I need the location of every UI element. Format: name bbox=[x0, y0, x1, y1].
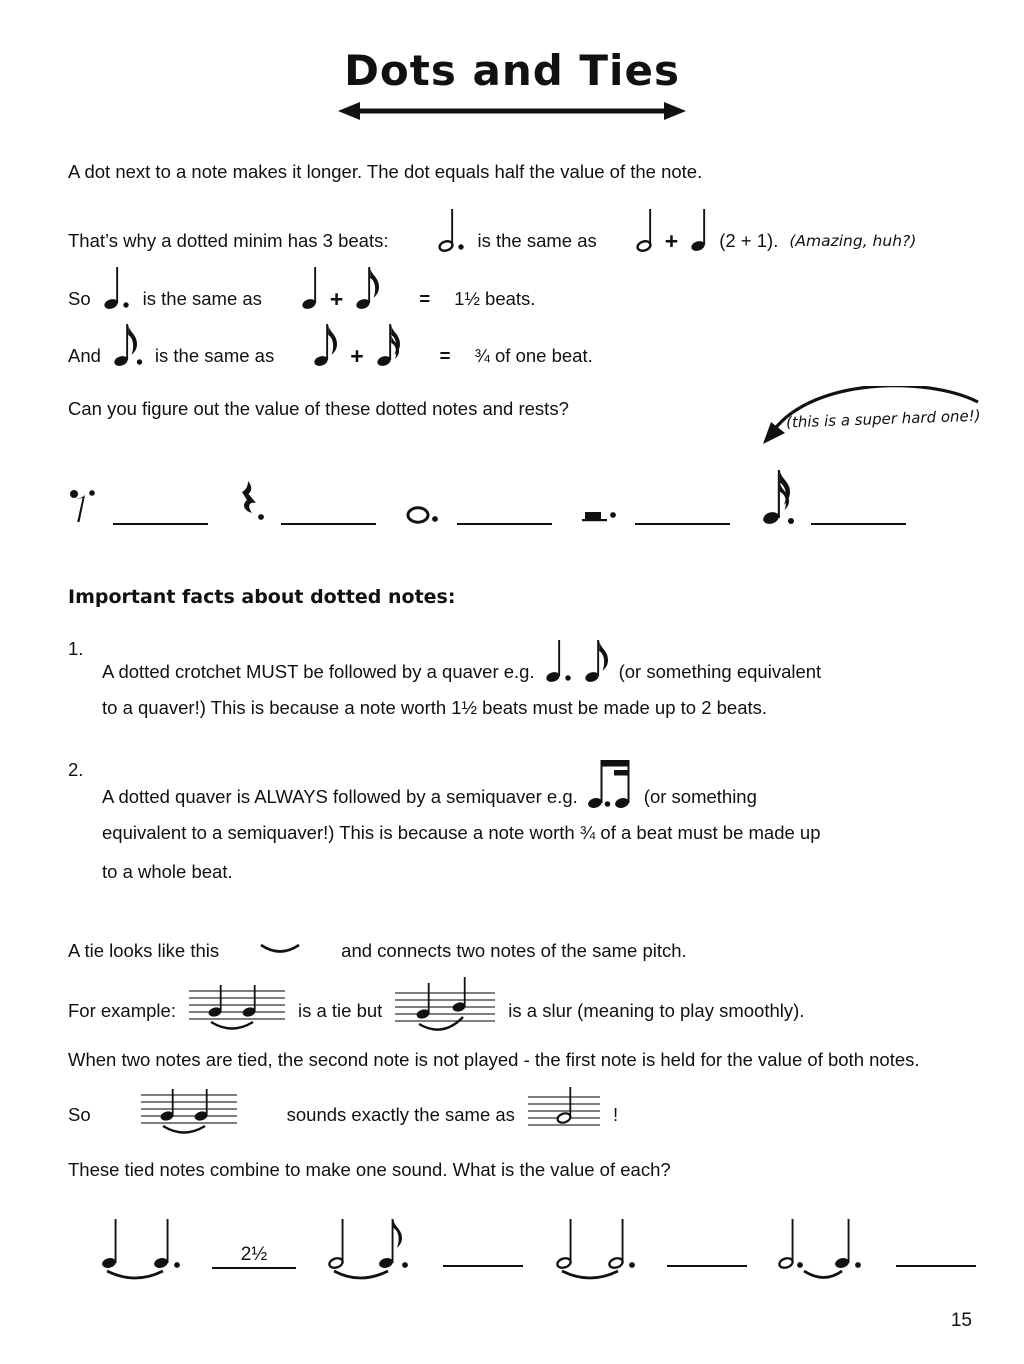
exercise1-prompt: Can you figure out the value of these dotted notes and rests? bbox=[68, 398, 569, 419]
exercise2-prompt: These tied notes combine to make one sound. What is the value of each? bbox=[68, 1159, 671, 1180]
dotted-semiquaver-icon bbox=[760, 466, 796, 526]
tie-held-paragraph: When two notes are tied, the second note is not played - the first note is held for the value of both notes. bbox=[68, 1049, 920, 1070]
minim-line-same: is the same as bbox=[477, 230, 597, 251]
crotchet-line-result: 1½ beats. bbox=[454, 288, 536, 309]
fact2-text-a: A dotted quaver is ALWAYS followed by a semiquaver e.g. bbox=[102, 786, 578, 807]
so-pre: So bbox=[68, 1104, 91, 1125]
crotchet-icon bbox=[689, 205, 708, 253]
minim-line-calc: (2 + 1). bbox=[719, 230, 779, 251]
fact-2 bbox=[68, 757, 969, 887]
quaver-line-result: ¾ of one beat. bbox=[474, 345, 593, 366]
answer-blank bbox=[212, 1267, 296, 1269]
equals-sign: = bbox=[419, 288, 431, 309]
fact-number: 1. bbox=[68, 638, 84, 659]
plus-sign: + bbox=[350, 343, 364, 369]
plus-sign: + bbox=[664, 228, 679, 254]
answer-blank bbox=[667, 1265, 747, 1267]
tie-ex-mid: is a tie but bbox=[297, 1000, 383, 1021]
answer-blank bbox=[281, 523, 376, 525]
fact-number: 2. bbox=[68, 759, 84, 780]
answer-blank bbox=[635, 523, 730, 525]
minim-tied-dotted-quaver-icon bbox=[327, 1209, 423, 1285]
answer-blank bbox=[113, 523, 208, 525]
exercise2-answer: 2½ bbox=[240, 1244, 268, 1265]
dotted-crotchet-line bbox=[68, 263, 984, 311]
plus-sign: + bbox=[329, 286, 344, 312]
quaver-icon bbox=[354, 263, 381, 311]
minim-tied-dotted-minim-icon bbox=[555, 1209, 647, 1285]
so-mid: sounds exactly the same as bbox=[286, 1104, 515, 1125]
dotted-crotchet-rest-icon bbox=[238, 480, 266, 526]
answer-blank bbox=[896, 1265, 976, 1267]
answer-blank bbox=[457, 523, 552, 525]
equals-sign: = bbox=[439, 345, 451, 366]
minim-line-pre: That’s why a dotted minim has 3 beats: bbox=[68, 230, 389, 251]
crotchet-line-same: is the same as bbox=[142, 288, 262, 309]
super-hard-annotation bbox=[750, 386, 990, 462]
slur-staff-icon bbox=[393, 977, 497, 1039]
fact2-line3: to a whole beat. bbox=[102, 861, 233, 882]
tie-intro-line bbox=[68, 939, 984, 963]
page-title: Dots and Ties bbox=[344, 46, 680, 95]
answer-blank bbox=[811, 523, 906, 525]
exercise1-row bbox=[68, 466, 906, 526]
so-post: ! bbox=[612, 1104, 619, 1125]
exercise1-item bbox=[406, 504, 552, 526]
crotchet-icon bbox=[300, 263, 319, 311]
intro-paragraph: A dot next to a note makes it longer. The dot equals half the value of the note. bbox=[68, 161, 703, 182]
minim-staff-icon bbox=[526, 1087, 602, 1143]
page-number: 15 bbox=[950, 1310, 972, 1331]
beamed-dotted-quaver-semiquaver-icon bbox=[587, 757, 635, 809]
facts-heading: Important facts about dotted notes: bbox=[68, 586, 456, 608]
tie-look-pre: A tie looks like this bbox=[68, 940, 220, 961]
dotted-minim-icon bbox=[437, 205, 467, 253]
sounds-same-line bbox=[68, 1087, 984, 1127]
exercise1-item bbox=[68, 484, 208, 526]
fact2-text-b: (or something bbox=[643, 786, 757, 807]
dotted-minim-line bbox=[68, 205, 984, 253]
dotted-semibreve-icon bbox=[406, 504, 442, 526]
fact1-line2: to a quaver!) This is because a note worth 1½ beats must be made up to 2 beats. bbox=[102, 697, 768, 718]
exercise1-item bbox=[582, 511, 730, 526]
exercise2-item bbox=[555, 1209, 747, 1273]
dotted-crotchet-icon bbox=[544, 636, 574, 684]
tie-ex-post: is a slur (meaning to play smoothly). bbox=[508, 1000, 805, 1021]
fact-1 bbox=[68, 636, 969, 723]
dotted-minim-tied-dotted-crotchet-icon bbox=[778, 1209, 876, 1285]
super-hard-text: (this is a super hard one!) bbox=[785, 406, 981, 432]
tie-curve-icon bbox=[257, 942, 303, 958]
double-arrow-icon bbox=[336, 99, 688, 123]
dotted-quaver-line bbox=[68, 320, 984, 368]
exercise1-item bbox=[760, 466, 906, 526]
exercise2-item bbox=[327, 1209, 523, 1273]
minim-icon bbox=[635, 205, 654, 253]
tie-staff-icon bbox=[187, 983, 287, 1039]
tie-ex-pre: For example: bbox=[68, 1000, 176, 1021]
tie-example-line bbox=[68, 977, 984, 1023]
dotted-quaver-icon bbox=[112, 320, 144, 368]
exercise2-row bbox=[100, 1209, 976, 1273]
dotted-crotchet-icon bbox=[102, 263, 132, 311]
exercise2-item bbox=[100, 1209, 296, 1273]
dotted-quaver-rest-icon bbox=[68, 484, 98, 526]
tie-look-post: and connects two notes of the same pitch. bbox=[341, 940, 687, 961]
fact1-text-a: A dotted crotchet MUST be followed by a quaver e.g. bbox=[102, 661, 535, 682]
exercise1-item bbox=[238, 480, 376, 526]
answer-blank bbox=[443, 1265, 523, 1267]
quaver-icon bbox=[583, 636, 610, 684]
quaver-icon bbox=[312, 320, 339, 368]
exercise2-item bbox=[778, 1209, 976, 1273]
tie-staff-icon bbox=[139, 1087, 239, 1143]
fact1-text-b: (or something equivalent bbox=[618, 661, 822, 682]
quaver-line-pre: And bbox=[68, 345, 101, 366]
crotchet-line-pre: So bbox=[68, 288, 91, 309]
fact2-line2: equivalent to a semiquaver!) This is because a note worth ¾ of a beat must be made up bbox=[102, 822, 821, 843]
dotted-minim-rest-icon bbox=[582, 511, 620, 526]
semiquaver-icon bbox=[375, 320, 402, 368]
amazing-annotation: (Amazing, huh?) bbox=[789, 232, 917, 250]
crotchet-tied-dotted-crotchet-icon bbox=[100, 1209, 192, 1285]
quaver-line-same: is the same as bbox=[154, 345, 275, 366]
